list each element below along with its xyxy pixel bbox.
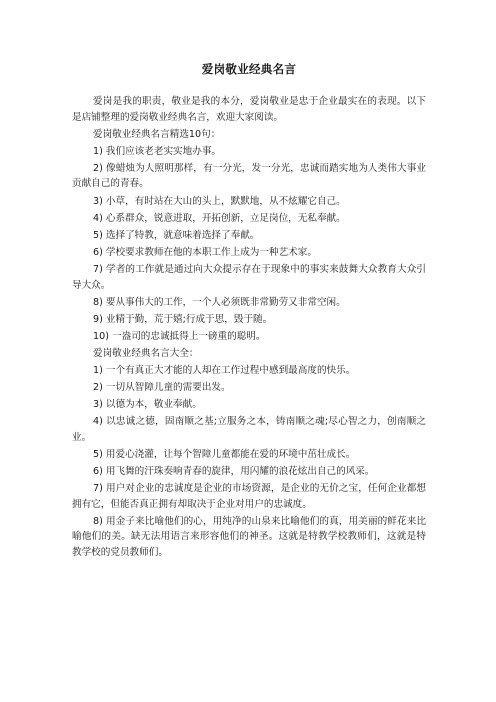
section-heading-selected: 爱岗敬业经典名言精选10句：: [93, 128, 221, 140]
quote-item: 5) 用爱心浇灌，让每个智障儿童都能在爱的环境中茁壮成长。: [93, 448, 356, 460]
quote-item: 3) 小草，有时站在大山的头上，默默地，从不炫耀它自己。: [93, 195, 346, 207]
quote-item: 1) 一个有真正大才能的人却在工作过程中感到最高度的快乐。: [93, 365, 356, 376]
quote-item: 2) 像蜡烛为人照明那样，有一分光，发一分光，忠诚而踏实地为人类伟大事业贡献自己的青春。: [72, 162, 426, 190]
section-heading-collection: 爱岗敬业经典名言大全：: [93, 347, 199, 359]
quote-item: 4) 心系群众，锐意进取，开拓创新，立足岗位，无私奉献。: [93, 212, 346, 224]
quote-item: 8) 要从事伟大的工作，一个人必须既非常勤劳又非常空闲。: [93, 296, 346, 308]
quote-item: 3) 以德为本，敬业奉献。: [93, 399, 202, 411]
quote-item: 10) 一盎司的忠诚抵得上一磅重的聪明。: [93, 330, 266, 342]
quote-item: 9) 业精于勤，荒于嬉;行成于思，毁于随。: [93, 313, 273, 325]
quote-item: 1) 我们应该老老实实地办事。: [93, 145, 222, 157]
quote-item: 6) 学校要求教师在他的本职工作上成为一种艺术家。: [93, 246, 317, 258]
quote-item: 7) 用户对企业的忠诚度是企业的市场资源，是企业的无价之宝，任何企业都想拥有它，但能否真正拥有却取决于企业对用户的忠诚度。: [72, 483, 426, 510]
document-title: 爱岗敬业经典名言: [201, 62, 297, 76]
quote-item: 4) 以忠诚之德，固南顺之基;立服务之本，铸南顺之魂;尽心智之力，创南顺之业。: [72, 416, 426, 443]
quote-item: 7) 学者的工作就是通过向大众提示存在于现象中的事实来鼓舞大众教育大众引导大众。: [72, 263, 426, 291]
paragraph-intro: 爱岗是我的职责，敬业是我的本分，爱岗敬业是忠于企业最实在的表现。以下是店铺整理的爱岗敬业经典名言，欢迎大家阅读。: [72, 96, 426, 123]
quote-item: 2) 一切从智障儿童的需要出发。: [93, 382, 231, 394]
quote-item: 5) 选择了特教，就意味着选择了奉献。: [93, 229, 260, 241]
quote-item: 8) 用金子来比喻他们的心，用纯净的山泉来比喻他们的真，用美丽的鲜花来比喻他们的美。缺无法用语言来形容他们的神圣。这就是特教学校教师们，这就是特教学校的党员教师们。: [72, 515, 426, 559]
quote-item: 6) 用飞舞的汗珠奏响青春的旋律，用闪耀的浪花炫出自己的风采。: [93, 466, 375, 478]
